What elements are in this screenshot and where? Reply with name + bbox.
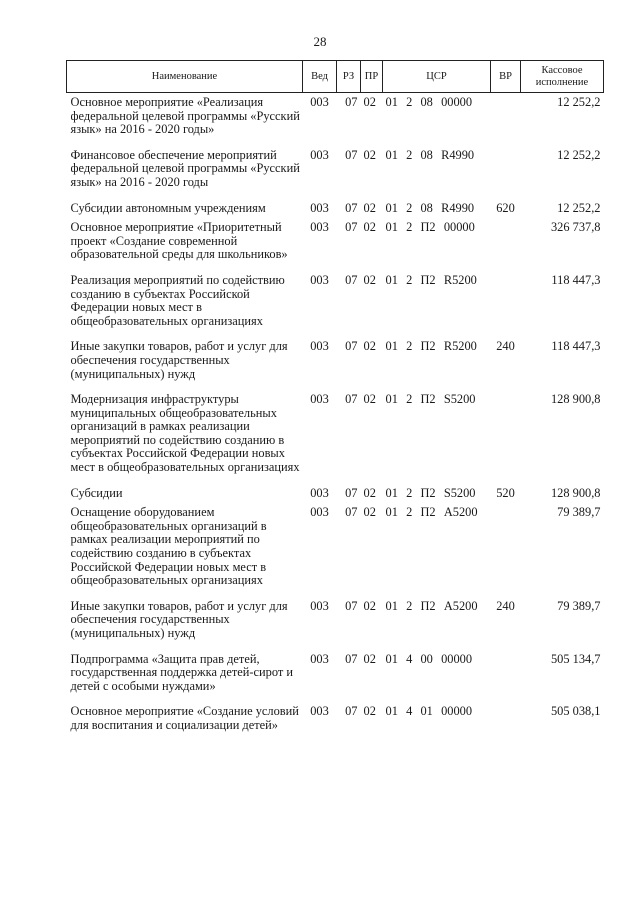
row-name: Реализация мероприятий по содействию созданию в субъектах Российской Федерации новых мест в общеобразовательных организациях	[70, 272, 285, 328]
row-ved: 003	[310, 505, 329, 520]
header-rz: РЗ	[337, 61, 361, 93]
row-rz: 07	[345, 485, 358, 500]
row-ved: 003	[310, 485, 329, 500]
row-csr: 01 2 П2 00000	[385, 220, 475, 235]
row-name: Субсидии автономным учреждениям	[70, 200, 266, 215]
row-rz: 07	[345, 339, 358, 354]
row-name: Основное мероприятие «Реализация федеральной целевой программы «Русский язык» на 2016 - 2020 годы»	[70, 95, 300, 137]
header-name: Наименование	[67, 61, 303, 93]
row-name: Иные закупки товаров, работ и услуг для обеспечения государственных (муниципальных) нужд	[70, 339, 288, 381]
table-row	[67, 199, 604, 219]
table-row	[67, 484, 604, 504]
table-row	[67, 146, 604, 199]
row-sum: 118 447,3	[551, 272, 601, 287]
row-rz: 07	[345, 704, 358, 719]
row-ved: 003	[310, 147, 329, 162]
row-sum: 79 389,7	[557, 505, 601, 520]
row-ved: 003	[310, 200, 329, 215]
header-pr: ПР	[361, 61, 383, 93]
row-vr	[491, 218, 521, 271]
table-row	[67, 390, 604, 484]
row-name: Основное мероприятие «Создание условий для воспитания и социализации детей»	[70, 704, 299, 732]
row-sum: 128 900,8	[550, 485, 601, 500]
row-vr	[491, 650, 521, 703]
header-csr: ЦСР	[383, 61, 491, 93]
row-name: Подпрограмма «Защита прав детей, государственная поддержка детей-сирот и детей с особыми нуждами»	[70, 651, 294, 693]
row-ved: 003	[310, 95, 329, 109]
row-vr	[491, 271, 521, 337]
row-vr: 620	[496, 200, 515, 215]
row-name: Оснащение оборудованием общеобразовательных организаций в рамках реализации мероприятий по содействию созданию в субъектах Российской Федерации новых мест в общеобразовательных организациях	[70, 505, 267, 588]
row-pr: 02	[363, 598, 376, 613]
row-sum: 505 038,1	[550, 704, 601, 719]
row-rz: 07	[345, 392, 358, 407]
page-number: 28	[313, 34, 327, 49]
header-sum: Кассовое исполнение	[521, 61, 604, 93]
row-rz: 07	[345, 272, 358, 287]
row-rz: 07	[345, 651, 358, 666]
row-name: Основное мероприятие «Приоритетный проект «Создание современной образовательной среды для школьников»	[70, 220, 288, 262]
row-pr: 02	[363, 272, 376, 287]
row-vr: 520	[496, 485, 515, 500]
row-vr: 240	[496, 339, 515, 354]
row-pr: 02	[363, 200, 376, 215]
row-ved: 003	[310, 220, 329, 235]
row-name: Модернизация инфраструктуры муниципальных общеобразовательных организаций в рамках реализации мероприятий по содействию созданию в субъектах Российской Федерации новых мест в общеобразовательных организациях	[70, 392, 300, 475]
row-vr	[491, 93, 521, 146]
row-csr: 01 2 П2 S5200	[385, 485, 476, 500]
row-ved: 003	[310, 598, 329, 613]
row-pr: 02	[363, 95, 376, 109]
row-ved: 003	[310, 272, 329, 287]
row-rz: 07	[345, 200, 358, 215]
table-row	[67, 93, 604, 146]
row-pr: 02	[363, 220, 376, 235]
row-csr: 01 2 08 R4990	[385, 200, 475, 215]
row-sum: 128 900,8	[550, 392, 601, 407]
row-sum: 12 252,2	[557, 200, 601, 215]
table-row	[67, 650, 604, 703]
row-ved: 003	[310, 704, 329, 719]
row-pr: 02	[363, 704, 376, 719]
row-csr: 01 2 08 00000	[385, 95, 473, 109]
row-rz: 07	[345, 95, 358, 109]
row-pr: 02	[363, 485, 376, 500]
row-pr: 02	[363, 505, 376, 520]
row-sum: 79 389,7	[557, 598, 601, 613]
row-vr	[491, 146, 521, 199]
row-sum: 118 447,3	[551, 339, 601, 354]
row-csr: 01 2 П2 S5200	[385, 392, 476, 407]
table-row	[67, 271, 604, 337]
table-row	[67, 337, 604, 390]
row-csr: 01 2 08 R4990	[385, 147, 475, 162]
row-csr: 01 4 00 00000	[385, 651, 473, 666]
row-pr: 02	[363, 651, 376, 666]
row-ved: 003	[310, 339, 329, 354]
row-rz: 07	[345, 598, 358, 613]
header-vr: ВР	[491, 61, 521, 93]
table-row	[67, 597, 604, 650]
row-sum: 12 252,2	[557, 95, 601, 109]
row-name: Финансовое обеспечение мероприятий федеральной целевой программы «Русский язык» на 2016 - 2020 годы	[70, 147, 300, 189]
table-row	[67, 702, 604, 735]
row-csr: 01 2 П2 R5200	[385, 339, 477, 354]
row-csr: 01 2 П2 A5200	[385, 505, 478, 520]
row-csr: 01 2 П2 R5200	[385, 272, 477, 287]
row-csr: 01 2 П2 A5200	[385, 598, 478, 613]
row-name: Субсидии	[70, 485, 123, 500]
row-ved: 003	[310, 651, 329, 666]
row-rz: 07	[345, 220, 358, 235]
row-vr	[491, 390, 521, 484]
row-rz: 07	[345, 505, 358, 520]
table-row	[67, 503, 604, 597]
table-row	[67, 218, 604, 271]
row-sum: 12 252,2	[557, 147, 601, 162]
row-sum: 505 134,7	[550, 651, 601, 666]
row-rz: 07	[345, 147, 358, 162]
row-name: Иные закупки товаров, работ и услуг для обеспечения государственных (муниципальных) нужд	[70, 598, 288, 640]
row-pr: 02	[363, 339, 376, 354]
row-vr: 240	[496, 598, 515, 613]
header-ved: Вед	[303, 61, 337, 93]
row-vr	[491, 503, 521, 597]
budget-table	[66, 60, 604, 736]
table-header-row	[67, 61, 604, 93]
row-csr: 01 4 01 00000	[385, 704, 473, 719]
row-pr: 02	[363, 392, 376, 407]
row-pr: 02	[363, 147, 376, 162]
row-sum: 326 737,8	[550, 220, 601, 235]
row-vr	[491, 702, 521, 735]
row-ved: 003	[310, 392, 329, 407]
